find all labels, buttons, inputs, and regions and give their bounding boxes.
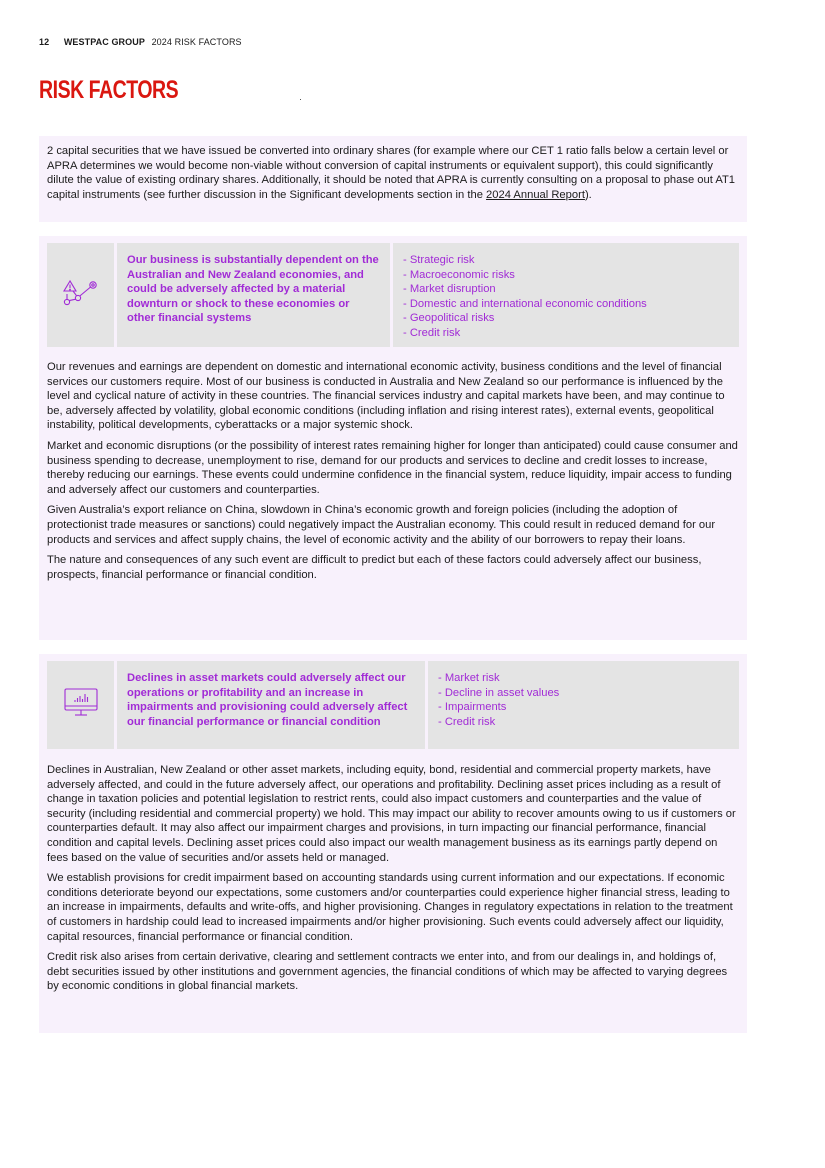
intro-paragraph bbox=[39, 136, 747, 202]
risk-icon-cell bbox=[47, 661, 114, 749]
risk-tag: - Domestic and international economic conditions bbox=[403, 297, 647, 310]
risk-tag: - Strategic risk bbox=[403, 254, 475, 266]
risk-title-cell bbox=[117, 661, 425, 749]
risk-tag: - Market disruption bbox=[403, 283, 496, 296]
risk-tag: - Geopolitical risks bbox=[403, 312, 495, 325]
risk-tag: - Credit risk bbox=[403, 326, 461, 339]
risk-title: Declines in asset markets could adversely affect our operations or profitability and an increase in impairments and provisioning could adversely affect our financial performance or financial condition bbox=[127, 672, 408, 728]
risk-tag: - Credit risk bbox=[438, 715, 496, 728]
risk-tag: - Decline in asset values bbox=[438, 686, 560, 699]
body-paragraph: The nature and consequences of any such event are difficult to predict but each of these factors could adversely affect our business, prospects, financial performance or financial condition. bbox=[47, 554, 702, 581]
body-paragraph: We establish provisions for credit impairment based on accounting standards using current information and our expectations. If economic conditions deteriorate beyond our expectations, some customers and/or counterparties could experience higher financial stress, leading to an increase in impairments, defaults and write-offs, and higher provisioning. Changes in regulatory expectations in relation to the treatment of customers in hardship could lead to increased impairments and/or higher provisioning. Such events could adversely affect our liquidity, capital resources, financial performance or financial condition. bbox=[47, 872, 733, 943]
risk-tag: - Market risk bbox=[438, 672, 500, 684]
intro-text: 2 capital securities that we have issued be converted into ordinary shares (for example where our CET 1 ratio falls below a certain level or APRA determines we would become non-viable without conversion of capital instruments or equivalent support), this could significantly dilute the value of existing ordinary shares. Additionally, it should be noted that APRA is currently consulting on a proposal to phase out AT1 capital instruments (see further discussion in the Significant developments section in the bbox=[47, 145, 736, 201]
brand-name: WESTPAC GROUP bbox=[63, 37, 145, 47]
risk-body bbox=[39, 763, 747, 994]
risk-tag: - Macroeconomic risks bbox=[403, 268, 515, 281]
page-title: RISK FACTORS bbox=[39, 76, 179, 104]
risk-title-cell bbox=[117, 243, 390, 347]
body-paragraph: Declines in Australian, New Zealand or other asset markets, including equity, bond, residential and commercial property markets, have adversely affected, and could in the future adversely affect, our operations and profitability. Declining asset prices including as a result of change in taxation policies and potential legislation to restrict rents, could also impact customers and counterparties and the value of security (including residential and commercial property) we hold. This may impact our ability to recover amounts owing to us if customers or counterparties default. It may also affect our impairment charges and provisions, in turn impacting our financial performance, financial condition and capital levels. Declining asset prices could also impact our wealth management business as its earnings partly depend on fees based on the value of securities and/or assets held or managed. bbox=[47, 764, 736, 864]
document-title: 2024 RISK FACTORS bbox=[151, 37, 242, 47]
body-paragraph: Credit risk also arises from certain derivative, clearing and settlement contracts we enter into, and from our dealings in, and holdings of, debt securities issued by other institutions and government agencies, the financial conditions of which may be affected to varying degrees by economic conditions in global financial markets. bbox=[47, 951, 728, 993]
intro-panel bbox=[39, 136, 747, 222]
page-number: 12 bbox=[39, 37, 50, 47]
risk-tags bbox=[428, 661, 739, 749]
body-paragraph: Market and economic disruptions (or the possibility of interest rates remaining higher for longer than anticipated) could cause consumer and business spending to decrease, unemployment to rise, demand for our products and services to decline and credit losses to increase, thereby reducing our earnings. These events could undermine confidence in the financial system, reduce liquidity, impair access to funding and adversely affect our customers and counterparties. bbox=[47, 439, 738, 496]
risk-tags bbox=[393, 243, 739, 347]
running-header bbox=[39, 37, 242, 47]
risk-icon-cell bbox=[47, 243, 114, 347]
risk-tag: - Impairments bbox=[438, 701, 507, 714]
risk-body bbox=[39, 360, 747, 582]
risk-header bbox=[47, 661, 739, 749]
risk-panel-economy bbox=[39, 236, 747, 640]
monitor-chart-icon bbox=[62, 686, 100, 725]
body-paragraph: Our revenues and earnings are dependent on domestic and international economic activity, business conditions and the level of financial services our customers require. Most of our business is conducted in Australia and New Zealand so our performance is influenced by the level and cyclical nature of activity in these countries. The financial services industry and capital markets have been, and may continue to be, adversely affected by volatility, global economic conditions (including inflation and rising interest rates), external events, geopolitical instability, political developments, cyberattacks or a major systemic shock. bbox=[47, 361, 725, 432]
risk-panel-asset-markets bbox=[39, 654, 747, 1033]
risk-header bbox=[47, 243, 739, 347]
body-paragraph: Given Australia’s export reliance on China, slowdown in China’s economic growth and foreign policies (including the adoption of protectionist trade measures or sanctions) could negatively impact the Australian economy. This could result in reduced demand for our products and services and affect supply chains, the level of economic activity and the ability of our borrowers to repay their loans. bbox=[47, 504, 716, 546]
intro-text-end: ). bbox=[584, 188, 592, 201]
network-warning-icon bbox=[62, 276, 100, 315]
stray-dot bbox=[300, 99, 301, 100]
risk-title: Our business is substantially dependent on the Australian and New Zealand economies, and could be adversely affected by a material downturn or shock to these economies or other financial systems bbox=[127, 254, 379, 325]
annual-report-link[interactable]: 2024 Annual Report bbox=[486, 188, 585, 201]
